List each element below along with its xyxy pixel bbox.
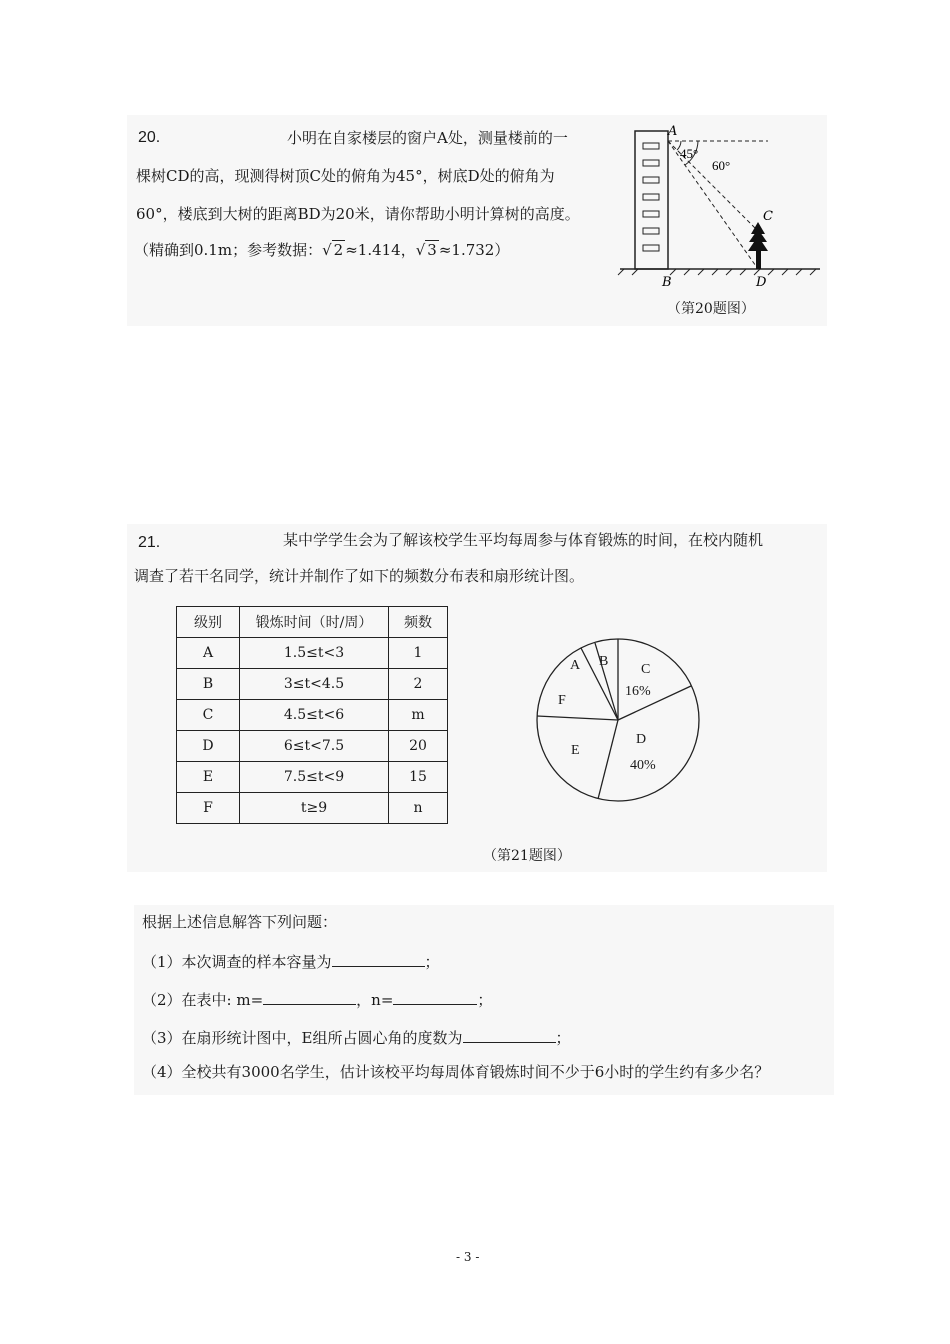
sub-question-3-end: ； <box>555 1029 571 1047</box>
pie-label-b: B <box>599 654 609 669</box>
header-cell: 锻炼时间（时/周） <box>240 607 389 638</box>
table-row <box>177 793 448 824</box>
table-cell: t≥9 <box>240 793 389 824</box>
table-cell: 1.5≤t<3 <box>240 638 389 669</box>
label-angle-45: 45° <box>680 146 699 161</box>
table-cell: B <box>177 669 240 700</box>
pie-label-e: E <box>571 743 580 758</box>
ground-hatching <box>618 269 816 275</box>
sub-question-1-text: （1）本次调查的样本容量为 <box>142 953 332 971</box>
approx-sqrt2: ≈1.414， <box>345 241 416 259</box>
sub-question-3 <box>142 1027 571 1046</box>
sqrt-3: √ 3 <box>415 241 437 259</box>
table-cell: F <box>177 793 240 824</box>
table-cell: 15 <box>389 762 448 793</box>
table-cell: 3≤t<4.5 <box>240 669 389 700</box>
table-row <box>177 731 448 762</box>
table-cell: 7.5≤t<9 <box>240 762 389 793</box>
question-20-figure-caption: （第20题图） <box>667 301 755 317</box>
question-21-line-2: 调查了若干名同学，统计并制作了如下的频数分布表和扇形统计图。 <box>134 567 585 585</box>
table-cell: C <box>177 700 240 731</box>
answer-blank-m[interactable] <box>263 989 356 1005</box>
label-angle-60: 60° <box>712 158 731 173</box>
question-20-reference-data <box>134 243 509 258</box>
label-b: B <box>662 275 672 290</box>
label-c: C <box>763 209 773 224</box>
table-cell: 2 <box>389 669 448 700</box>
table-header-row <box>177 607 448 638</box>
pie-label-f: F <box>558 693 566 708</box>
sub-question-4: （4）全校共有3000名学生，估计该校平均每周体育锻炼时间不少于6小时的学生约有多少名？ <box>142 1063 770 1081</box>
sub-question-2-end: ； <box>477 991 493 1009</box>
answer-blank-n[interactable] <box>393 989 477 1005</box>
question-20-line-1: 小明在自家楼层的窗户A处，测量楼前的一 <box>287 129 568 147</box>
pie-label-d-percent: 40% <box>630 758 656 773</box>
question-20-line-3: 60°，楼底到大树的距离BD为20米，请你帮助小明计算树的高度。 <box>136 205 580 223</box>
question-21-figure-caption: （第21题图） <box>483 848 571 864</box>
table-cell: 6≤t<7.5 <box>240 731 389 762</box>
label-d: D <box>756 275 767 290</box>
table-cell: 4.5≤t<6 <box>240 700 389 731</box>
answer-blank-3[interactable] <box>463 1027 556 1043</box>
table-cell: E <box>177 762 240 793</box>
header-cell: 频数 <box>389 607 448 638</box>
header-cell: 级别 <box>177 607 240 638</box>
table-row <box>177 700 448 731</box>
approx-sqrt3: ≈1.732） <box>438 241 510 259</box>
table-row <box>177 762 448 793</box>
sub-question-2-mid: ，n= <box>356 991 394 1009</box>
reference-prefix: （精确到0.1m；参考数据： <box>134 241 323 259</box>
table-cell: D <box>177 731 240 762</box>
question-20-number: 20. <box>138 129 161 146</box>
table-row <box>177 638 448 669</box>
building-windows <box>643 143 659 251</box>
label-a: A <box>668 124 678 139</box>
pie-chart <box>533 633 705 809</box>
pie-label-d: D <box>636 732 647 747</box>
sub-question-2 <box>142 989 492 1008</box>
tree <box>748 222 768 269</box>
table-cell: m <box>389 700 448 731</box>
table-cell: 20 <box>389 731 448 762</box>
page-number: - 3 - <box>456 1250 480 1264</box>
pie-divider-d-e <box>598 720 618 799</box>
question-21-number: 21. <box>138 534 161 551</box>
answer-blank-1[interactable] <box>332 951 425 967</box>
sub-questions-intro: 根据上述信息解答下列问题： <box>142 913 338 931</box>
question-20-line-2: 棵树CD的高，现测得树顶C处的俯角为45°，树底D处的俯角为 <box>136 167 555 185</box>
table-cell: n <box>389 793 448 824</box>
sqrt-2: √ 2 <box>322 241 344 259</box>
table-cell: 1 <box>389 638 448 669</box>
frequency-table <box>176 606 448 824</box>
sub-question-1 <box>142 951 440 970</box>
pie-label-a: A <box>570 658 581 673</box>
table-cell: A <box>177 638 240 669</box>
pie-label-c: C <box>641 662 651 677</box>
question-21-line-1: 某中学学生会为了解该校学生平均每周参与体育锻炼的时间，在校内随机 <box>283 531 764 549</box>
pie-label-c-percent: 16% <box>625 684 651 699</box>
sub-question-1-end: ； <box>424 953 440 971</box>
sub-question-3-text: （3）在扇形统计图中，E组所占圆心角的度数为 <box>142 1029 463 1047</box>
question-20-figure <box>610 118 830 290</box>
sub-question-2-text: （2）在表中: m= <box>142 991 264 1009</box>
table-row <box>177 669 448 700</box>
pie-divider-e-f <box>537 716 618 720</box>
